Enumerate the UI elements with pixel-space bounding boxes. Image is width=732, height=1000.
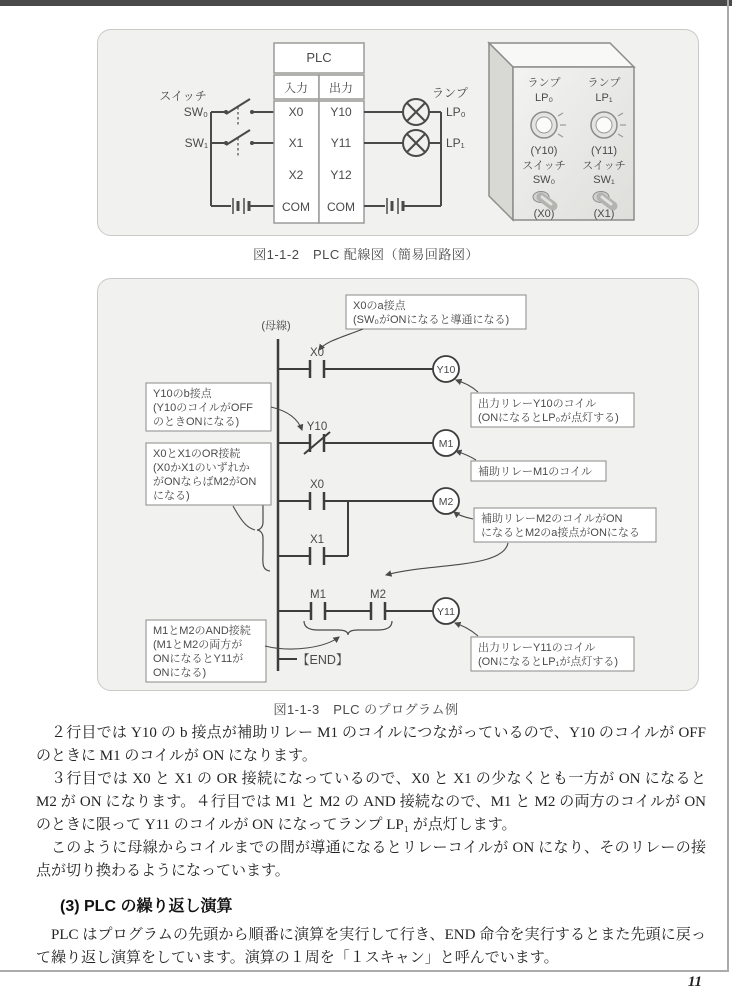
callout-y10-bcontact-line3: のときONになる) — [153, 416, 240, 428]
rung1-coil-label: Y10 — [436, 364, 456, 376]
panel-lamp0-label: ランプ — [527, 77, 561, 89]
output-com: COM — [327, 200, 355, 214]
rung4 — [278, 598, 459, 624]
rung3-contact2-label: X1 — [309, 534, 325, 546]
input-x1: X1 — [288, 136, 304, 150]
rung4-coil-label: Y11 — [437, 606, 455, 618]
lamp-symbol-lp1 — [403, 130, 429, 156]
page-top-bar — [0, 0, 732, 6]
callout-boxes — [146, 295, 656, 682]
panel-sw0-label: スイッチ — [522, 160, 566, 172]
sw1-label: SW₁ — [184, 136, 208, 150]
callout-y11-coil-line1: 出力リレーY11のコイル — [478, 642, 596, 654]
rung2-contact-label: Y10 — [306, 421, 328, 433]
input-x0: X0 — [288, 105, 304, 119]
sw0-label: SW₀ — [183, 105, 208, 119]
figure-2-panel — [97, 278, 699, 691]
panel-lp1-addr: (Y11) — [590, 145, 618, 157]
switch-symbol-sw1 — [224, 130, 254, 158]
body-text — [36, 722, 706, 970]
paragraph-2: ３行目では X0 と X1 の OR 接続になっているので、X0 と X1 の少なくとも一方が ON になると M2 が ON になります。４行目では M1 と M2 の AND 接続なので、M1 と M2 の両方のコイルが ON のときに限って Y11 のコイルが ON になってランプ LP₁ が点灯します。 — [36, 771, 706, 833]
plc-io-table — [274, 43, 364, 223]
panel-x1-addr: (X1) — [593, 208, 615, 220]
plc-wiring-diagram — [98, 30, 698, 235]
end-instruction: 【END】 — [297, 653, 349, 667]
callout-and-connect-line2: (M1とM2の両方が — [153, 639, 243, 651]
rung4-contact1-label: M1 — [310, 589, 326, 601]
input-wiring — [211, 112, 274, 206]
paragraph-3: このように母線からコイルまでの間が導通になるとリレーコイルが ON になり、そのリレーの接点が切り換わるようになっています。 — [36, 840, 706, 879]
callout-or-connect-line4: になる) — [153, 490, 190, 502]
callout-and-connect-line1: M1とM2のAND接続 — [153, 625, 251, 637]
switch-group-label: スイッチ — [159, 89, 207, 103]
panel-lp1-name: LP₁ — [595, 92, 613, 104]
page-bottom-border — [0, 970, 729, 972]
panel-sw0-name: SW₀ — [532, 174, 556, 186]
input-x2: X2 — [288, 168, 304, 182]
rung4-contact2-label: M2 — [370, 589, 386, 601]
panel-lp0-name: LP₀ — [534, 92, 554, 104]
paragraph-4: PLC はプログラムの先頭から順番に演算を実行して行き、END 命令を実行するとまた先頭に戻って繰り返し演算をしています。演算の１周を「１スキャン」と呼んでいます。 — [36, 927, 706, 966]
callout-m2-coil-line1: 補助リレーM2のコイルがON — [481, 513, 623, 525]
paragraph-1: ２行目では Y10 の b 接点が補助リレー M1 のコイルにつながっているので、Y10 のコイルが OFF のときに M1 のコイルが ON になります。 — [36, 725, 706, 764]
output-header: 出力 — [328, 81, 354, 95]
battery-symbol-output — [387, 198, 403, 214]
and-group-brace — [304, 621, 392, 635]
lamp-symbol-lp0 — [403, 99, 429, 125]
output-y10: Y10 — [330, 105, 352, 119]
battery-symbol-input — [233, 198, 249, 214]
callout-y10-bcontact-line2: (Y10のコイルがOFF — [153, 402, 253, 414]
callout-or-connect-line2: (X0かX1のいずれか — [153, 462, 250, 474]
callout-or-connect-line3: がONならばM2がON — [153, 476, 257, 488]
page-number: 11 — [687, 974, 702, 990]
callout-y10-coil-line1: 出力リレーY10のコイル — [478, 398, 597, 410]
rung1 — [278, 356, 459, 382]
panel-lp0-addr: (Y10) — [530, 145, 558, 157]
lamp-group-label: ランプ — [431, 86, 469, 100]
page-right-border — [727, 0, 729, 971]
rung3-contact1-label: X0 — [309, 479, 325, 491]
panel-x0-addr: (X0) — [533, 208, 555, 220]
callout-m1-coil-line1: 補助リレーM1のコイル — [478, 466, 592, 478]
bus-label: (母線) — [261, 320, 291, 332]
switch-symbol-sw0 — [224, 99, 254, 127]
lp1-label: LP₁ — [446, 136, 465, 150]
figure-1-panel — [97, 29, 699, 236]
callout-pointers — [233, 329, 508, 649]
callout-y10-coil-line2: (ONになるとLP₀が点灯する) — [478, 412, 619, 424]
callout-m2-coil-line2: になるとM2のa接点がONになる — [481, 527, 640, 539]
output-y12: Y12 — [330, 168, 352, 182]
rung3-coil-label: M2 — [438, 496, 454, 508]
figure-2-caption: 図1-1-3 PLC のプログラム例 — [273, 702, 459, 717]
plc-table-title: PLC — [306, 50, 332, 65]
lp0-label: LP₀ — [446, 105, 466, 119]
callout-and-connect-line4: ONになる) — [153, 667, 207, 679]
callout-x0-contact-line1: X0のa接点 — [353, 300, 406, 312]
section-heading-3: (3) PLC の繰り返し演算 — [60, 898, 233, 915]
plc-ladder-diagram — [98, 279, 698, 690]
callout-y11-coil-line2: (ONになるとLP₁が点灯する) — [478, 656, 618, 668]
rung1-contact-label: X0 — [309, 347, 325, 359]
figure-1-caption: 図1-1-2 PLC 配線図（簡易回路図） — [253, 247, 479, 262]
input-com: COM — [282, 200, 310, 214]
panel-sw1-name: SW₁ — [593, 174, 615, 186]
output-y11: Y11 — [330, 136, 352, 150]
callout-or-connect-line1: X0とX1のOR接続 — [153, 448, 241, 460]
callout-x0-contact-line2: (SW₀がONになると導通になる) — [353, 314, 510, 326]
rung2-coil-label: M1 — [438, 438, 454, 450]
callout-and-connect-line3: ONになるとY11が — [153, 653, 244, 665]
callout-y10-bcontact-line1: Y10のb接点 — [153, 388, 212, 400]
panel-lamp1-label: ランプ — [587, 77, 621, 89]
rung3 — [278, 488, 459, 565]
panel-sw1-label: スイッチ — [582, 160, 626, 172]
output-wiring — [364, 112, 441, 206]
input-header: 入力 — [283, 81, 309, 95]
rung2 — [278, 430, 459, 456]
